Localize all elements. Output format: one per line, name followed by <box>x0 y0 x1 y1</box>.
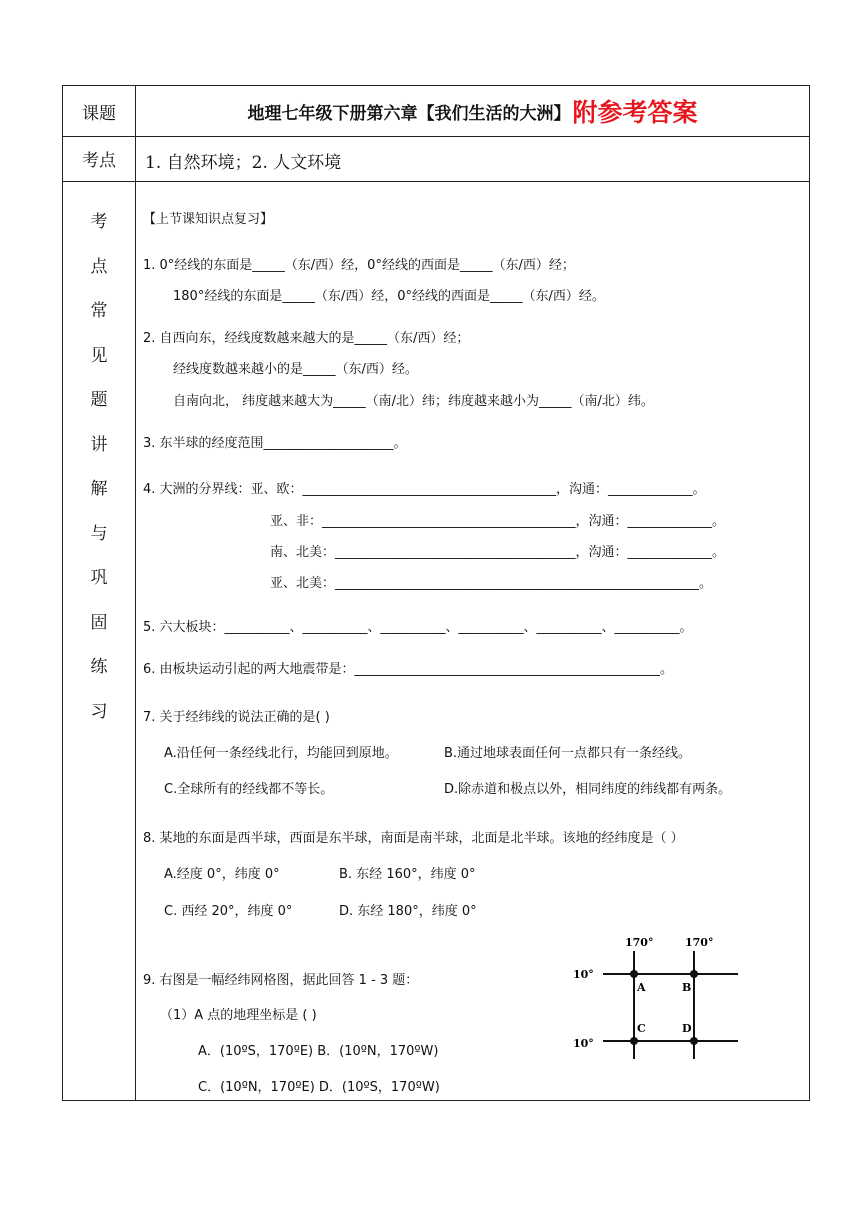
answer-note: 附参考答案 <box>572 98 698 127</box>
q9-sub1: （1）A 点的地理坐标是 ( ) <box>160 1008 317 1023</box>
q6-line: 6. 由板块运动引起的两大地震带是：_______________________________________________。 <box>143 662 674 677</box>
q7-option-c: C.全球所有的经线都不等长。 <box>164 782 334 797</box>
kaodian-label: 考点 <box>82 151 116 171</box>
q4-line4: 亚、北美：________________________________________________________。 <box>270 576 713 591</box>
side-label <box>63 200 135 734</box>
q1-line1: 1. 0°经线的东面是_____（东/西）经，0°经线的西面是_____（东/西）经； <box>143 258 575 273</box>
side-char: 考 <box>90 212 108 232</box>
point-c-label: C <box>637 1022 646 1035</box>
lat-label-top: 10° <box>573 968 594 981</box>
review-heading: 【上节课知识点复习】 <box>143 212 274 227</box>
side-char: 点 <box>90 256 108 277</box>
row-divider <box>63 181 809 182</box>
side-char: 巩 <box>90 568 108 588</box>
side-char: 见 <box>90 345 108 366</box>
q8-option-b: B. 东经 160°，纬度 0° <box>339 867 476 882</box>
q8-stem: 8. 某地的东面是西半球，西面是东半球，南面是南半球，北面是北半球。该地的经纬度是（ ） <box>143 831 684 846</box>
q7-option-d: D.除赤道和极点以外，相同纬度的纬线都有两条。 <box>444 782 732 797</box>
q2-line3: 自南向北， 纬度越来越大为_____（南/北）纬；纬度越来越小为_____（南/北）纬。 <box>173 394 654 409</box>
column-divider <box>135 86 136 1100</box>
worksheet-table <box>62 85 810 1101</box>
point-c-dot <box>630 1037 638 1045</box>
q9-stem: 9. 右图是一幅经纬网格图，据此回答 1 - 3 题： <box>143 973 419 988</box>
lon-label-left: 170° <box>625 936 654 949</box>
kaodian-text: 1. 自然环境；2. 人文环境 <box>145 153 342 173</box>
q7-option-a: A.沿任何一条经线北行，均能回到原地。 <box>164 746 398 761</box>
q4-line1: 4. 大洲的分界线：亚、欧：_______________________________________，沟通：_____________。 <box>143 482 706 497</box>
q9-sub1-options-cd: C．(10ºN，170ºE) D．(10ºS，170ºW) <box>198 1080 440 1095</box>
q4-line3: 南、北美：_____________________________________，沟通：_____________。 <box>270 545 726 560</box>
point-b-label: B <box>682 981 692 994</box>
q7-option-b: B.通过地球表面任何一点都只有一条经线。 <box>444 746 692 761</box>
point-b-dot <box>690 970 698 978</box>
row-divider <box>63 136 809 137</box>
side-char: 题 <box>90 390 108 410</box>
q2-line1: 2. 自西向东，经线度数越来越大的是_____（东/西）经； <box>143 331 470 346</box>
q5-line: 5. 六大板块：__________、__________、__________、__________、__________、__________。 <box>143 620 693 635</box>
title-cell <box>136 86 809 136</box>
point-a-dot <box>630 970 638 978</box>
graticule-figure <box>573 934 753 1068</box>
q8-option-a: A.经度 0°，纬度 0° <box>164 867 280 882</box>
q9-sub1-options-ab: A．(10ºS，170ºE) B．(10ºN，170ºW) <box>198 1044 439 1059</box>
q7-stem: 7. 关于经纬线的说法正确的是( ) <box>143 710 330 725</box>
subject-label: 课题 <box>82 104 116 124</box>
lon-label-right: 170° <box>685 936 714 949</box>
side-char: 常 <box>90 301 108 321</box>
side-char: 解 <box>90 479 108 499</box>
side-char: 固 <box>90 612 108 633</box>
q2-line2: 经线度数越来越小的是_____（东/西）经。 <box>173 362 418 377</box>
q4-line2: 亚、非：_______________________________________，沟通：_____________。 <box>270 514 726 529</box>
side-char: 练 <box>90 657 108 677</box>
q8-option-c: C. 西经 20°，纬度 0° <box>164 904 293 919</box>
lat-label-bottom: 10° <box>573 1037 594 1050</box>
side-char: 讲 <box>90 434 108 455</box>
point-a-label: A <box>637 981 646 994</box>
side-char: 与 <box>90 523 108 544</box>
q1-line2: 180°经线的东面是_____（东/西）经，0°经线的西面是_____（东/西）经。 <box>173 289 605 304</box>
q3-line: 3. 东半球的经度范围____________________。 <box>143 436 407 451</box>
page-title: 地理七年级下册第六章【我们生活的大洲】 <box>247 103 571 124</box>
q8-option-d: D. 东经 180°，纬度 0° <box>339 904 477 919</box>
side-char: 习 <box>90 701 108 722</box>
graticule-svg <box>573 934 753 1064</box>
point-d-dot <box>690 1037 698 1045</box>
point-d-label: D <box>682 1022 692 1035</box>
